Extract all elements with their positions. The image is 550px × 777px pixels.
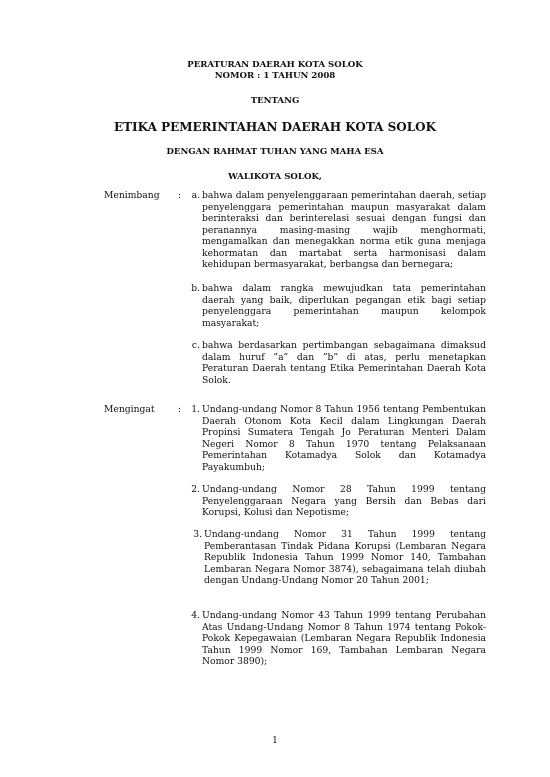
item-text: Undang-undang Nomor 28 Tahun 1999 tentang Penyelenggaraan Negara yang Bersih dan Bebas dari Korupsi, Kolusi dan Nepotisme; xyxy=(202,484,486,518)
regulation-number: NOMOR : 1 TAHUN 2008 xyxy=(214,71,336,81)
mengingat-label: Mengingat xyxy=(104,404,155,415)
menimbang-colon: : xyxy=(178,190,182,201)
item-marker: a. xyxy=(191,190,200,201)
document-title: ETIKA PEMERINTAHAN DAERAH KOTA SOLOK xyxy=(113,120,437,134)
item-marker: 1. xyxy=(191,404,200,415)
item-marker: c. xyxy=(191,340,200,351)
item-text: bahwa dalam rangka mewujudkan tata pemerintahan daerah yang baik, diperlukan pegangan etik bagi setiap penyelenggara pemerintahan maupun kelompok masyarakat; xyxy=(202,283,486,329)
item-text: Undang-undang Nomor 31 Tahun 1999 tentang Pemberantasan Tindak Pidana Korupsi (Lembaran Negara Republik Indonesia Tahun 1999 Nomor 140, Tambahan Lembaran Negara Nomor 3874), sebagaimana telah diubah dengan Undang-Undang Nomor 20 Tahun 2001; xyxy=(204,529,486,586)
item-text: bahwa berdasarkan pertimbangan sebagaimana dimaksud dalam huruf ”a” dan ”b” di atas, perlu menetapkan Peraturan Daerah tentang Etika Pemerintahan Daerah Kota Solok. xyxy=(202,340,486,386)
tentang-heading: TENTANG xyxy=(250,96,300,106)
item-text: Undang-undang Nomor 43 Tahun 1999 tentang Perubahan Atas Undang-Undang Nomor 8 Tahun 1974 tentang Pokok-Pokok Kepegawaian (Lembaran Negara Republik Indonesia Tahun 1999 Nomor 169, Tambahan Lembaran Negara Nomor 3890); xyxy=(202,610,486,667)
rahmat-heading: DENGAN RAHMAT TUHAN YANG MAHA ESA xyxy=(166,147,384,157)
item-marker: 4. xyxy=(191,610,200,621)
regulation-heading: PERATURAN DAERAH KOTA SOLOK xyxy=(187,60,363,70)
page-number: 1 xyxy=(272,736,278,746)
walikota-heading: WALIKOTA SOLOK, xyxy=(228,172,322,182)
item-marker: 3. xyxy=(193,529,202,540)
menimbang-label: Menimbang xyxy=(104,190,160,201)
item-text: bahwa dalam penyelenggaraan pemerintahan daerah, setiap penyelenggara pemerintahan maupun masyarakat dalam berinteraksi dan berinterelasi sesuai dengan fungsi dan peranannya masing-masing wajib menghormati, mengamalkan dan menegakkan norma etik guna menjaga kehormatan dan martabat serta harmonisasi dalam kehidupan bermasyarakat, berbangsa dan bernegara; xyxy=(202,190,486,270)
mengingat-colon: : xyxy=(178,404,182,415)
item-text: Undang-undang Nomor 8 Tahun 1956 tentang Pembentukan Daerah Otonom Kota Kecil dalam Lingkungan Daerah Propinsi Sumatera Tengah Jo Peraturan Menteri Dalam Negeri Nomor 8 Tahun 1970 tentang Pelaksanaan Pemerintahan Kotamadya Solok dan Kotamadya Payakumbuh; xyxy=(202,404,486,473)
item-marker: b. xyxy=(191,283,200,294)
item-marker: 2. xyxy=(191,484,200,495)
